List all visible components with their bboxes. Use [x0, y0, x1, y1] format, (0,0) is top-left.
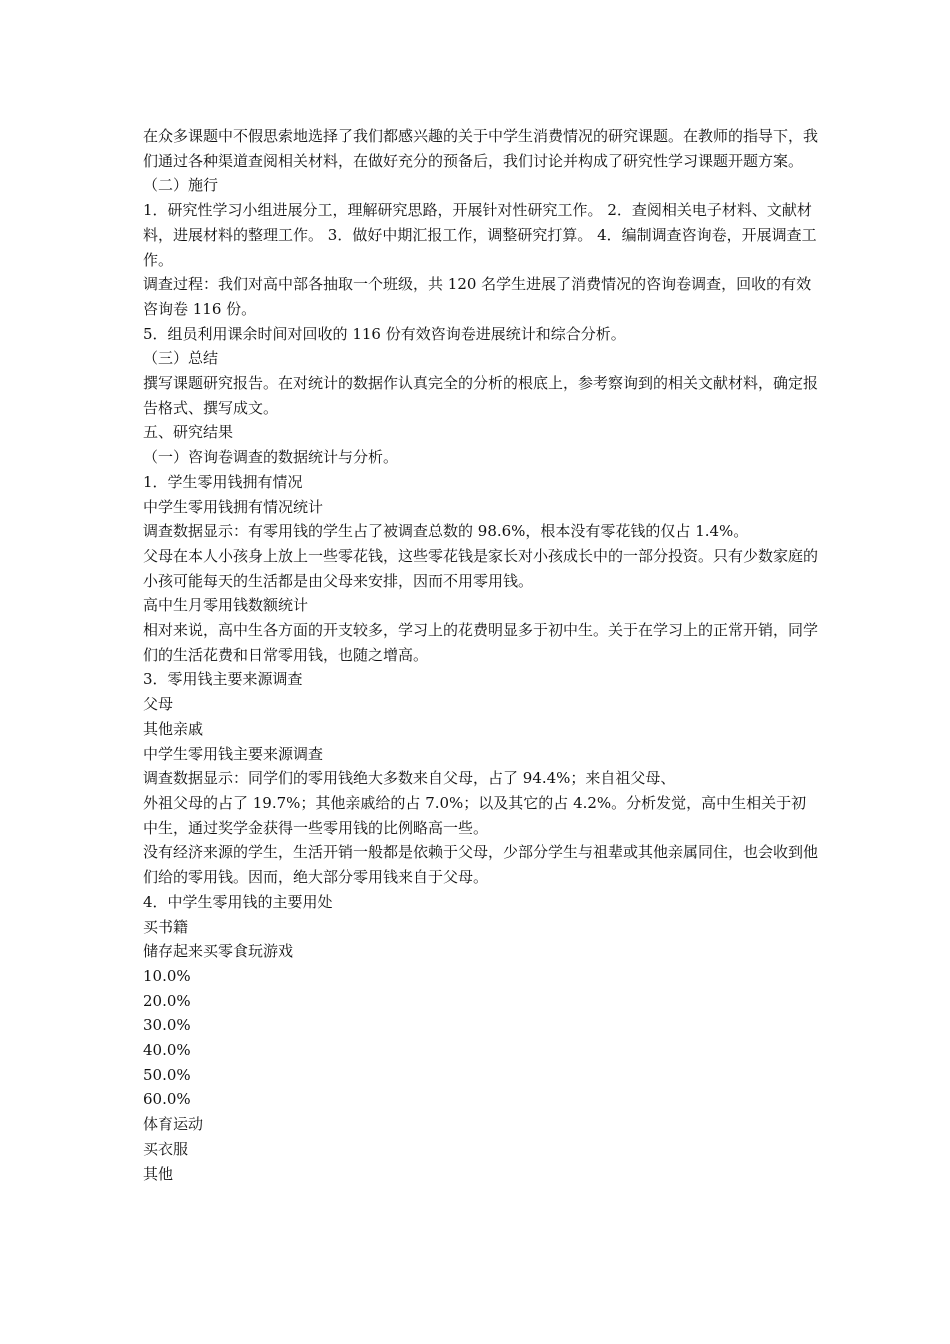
axis-tick-60: 60.0%	[143, 1090, 191, 1109]
label-sports: 体育运动	[143, 1115, 204, 1134]
axis-tick-10: 10.0%	[143, 966, 191, 985]
paragraph-high-school-spending: 相对来说，高中生各方面的开支较多，学习上的花费明显多于初中生。关于在学习上的正常开销，同学们的生活花费和日常零用钱，也随之增高。	[143, 621, 819, 664]
label-buy-clothes: 买衣服	[143, 1139, 189, 1158]
axis-tick-20: 20.0%	[143, 991, 191, 1010]
paragraph-parents-investment: 父母在本人小孩身上放上一些零花钱，这些零花钱是家长对小孩成长中的一部分投资。只有少数家庭的小孩可能每天的生活都是由父母来安排，因而不用零用钱。	[143, 546, 819, 590]
caption-sources-survey: 中学生零用钱主要来源调查	[143, 744, 324, 763]
label-buy-books: 买书籍	[143, 917, 189, 936]
paragraph-sources-data: 调查数据显示：同学们的零用钱绝大多数来自父母，占了 94.4%；来自祖父母、	[143, 769, 676, 788]
caption-monthly-amount: 高中生月零用钱数额统计	[143, 596, 309, 615]
caption-ownership-stats: 中学生零用钱拥有情况统计	[143, 497, 324, 516]
paragraph-ownership-data: 调查数据显示：有零用钱的学生占了被调查总数的 98.6%，根本没有零花钱的仅占 1.4%。	[143, 522, 749, 541]
paragraph-intro: 在众多课题中不假思索地选择了我们都感兴趣的关于中学生消费情况的研究课题。在教师的指导下，我们通过各种渠道查阅相关材料，在做好充分的预备后，我们讨论并构成了研究性学习课题开题方案。	[143, 127, 819, 170]
paragraph-sources-analysis: 外祖父母的占了 19.7%；其他亲戚给的占 7.0%；以及其它的占 4.2%。分析发觉，高中生相关于初中生，通过奖学金获得一些零用钱的比例略高一些。	[143, 793, 807, 837]
heading-survey-analysis: （一）咨询卷调查的数据统计与分析。	[143, 448, 399, 467]
paragraph-survey-process: 调查过程：我们对高中部各抽取一个班级，共 120 名学生进展了消费情况的咨询卷调查，回收的有效咨询卷 116 份。	[143, 275, 812, 318]
heading-money-usage: 4．中学生零用钱的主要用处	[143, 892, 333, 911]
heading-pocket-money-ownership: 1．学生零用钱拥有情况	[143, 472, 303, 491]
document-body	[143, 124, 818, 1186]
paragraph-step-5: 5．组员利用课余时间对回收的 116 份有效咨询卷进展统计和综合分析。	[143, 324, 626, 343]
axis-tick-30: 30.0%	[143, 1016, 191, 1035]
heading-summary: （三）总结	[143, 349, 219, 368]
label-other: 其他	[143, 1164, 174, 1183]
heading-results: 五、研究结果	[143, 423, 234, 442]
axis-tick-50: 50.0%	[143, 1065, 191, 1084]
heading-implementation: （二）施行	[143, 176, 219, 195]
axis-tick-40: 40.0%	[143, 1041, 191, 1060]
paragraph-steps: 1．研究性学习小组进展分工，理解研究思路，开展针对性研究工作。 2．查阅相关电子材料、文献材料，进展材料的整理工作。 3．做好中期汇报工作，调整研究打算。 4．编制调查咨询卷，开展调查工作。	[143, 201, 817, 269]
paragraph-no-income: 没有经济来源的学生，生活开销一般都是依赖于父母，少部分学生与祖辈或其他亲属同住，也会收到他们给的零用钱。因而，绝大部分零用钱来自于父母。	[143, 843, 819, 887]
heading-money-sources: 3．零用钱主要来源调查	[143, 670, 303, 689]
label-save-snacks-games: 储存起来买零食玩游戏	[143, 942, 294, 961]
label-other-relatives: 其他亲戚	[143, 719, 204, 738]
paragraph-report: 撰写课题研究报告。在对统计的数据作认真完全的分析的根底上，参考察询到的相关文献材料，确定报告格式、撰写成文。	[143, 374, 819, 417]
label-parents: 父母	[143, 695, 174, 714]
